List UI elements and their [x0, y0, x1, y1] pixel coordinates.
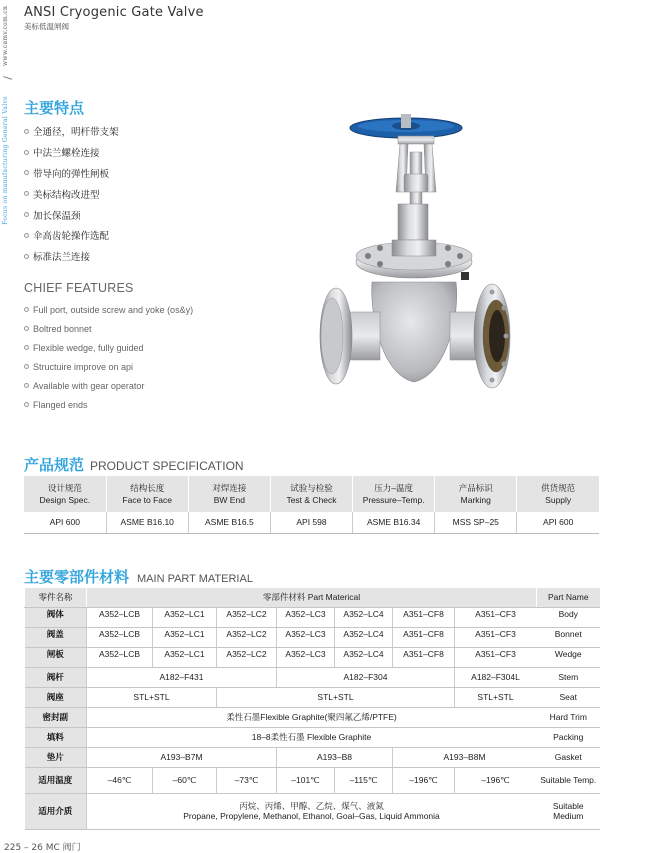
- bullet-icon: [24, 326, 29, 331]
- page-title: ANSI Cryogenic Gate Valve: [24, 5, 204, 20]
- part-name-en-header: Part Name: [537, 588, 600, 607]
- bullet-icon: [24, 233, 29, 238]
- bullet-icon: [24, 212, 29, 217]
- material-cell: A352–LC3: [277, 627, 335, 647]
- footer-text: 225 – 26 MC 阀门: [4, 843, 81, 853]
- temp-cell: –196℃: [393, 767, 455, 793]
- material-cell: A352–LCB: [87, 607, 153, 627]
- spec-header-cell: 试验与检验 Test & Check: [270, 476, 352, 512]
- row-label: 阀座: [25, 687, 87, 707]
- part-name-en: Suitable Medium: [537, 793, 600, 829]
- material-cell: A351–CF8: [393, 607, 455, 627]
- spec-value-cell: MSS SP–25: [435, 512, 517, 533]
- material-header: 零部件材料 Part Materical: [87, 588, 537, 607]
- spec-header-cell: 对焊连接 BW End: [188, 476, 270, 512]
- material-row-stem: [25, 667, 600, 687]
- material-row-packing: [25, 727, 600, 747]
- chief-feature-item: Boltred bonnet: [24, 319, 193, 338]
- temp-cell: –60℃: [153, 767, 217, 793]
- material-cell: A182–F431: [87, 667, 277, 687]
- spec-value-cell: API 600: [24, 512, 106, 533]
- chief-feature-item: Available with gear operator: [24, 376, 193, 395]
- material-cell: A351–CF3: [455, 647, 537, 667]
- part-name-cn-header: 零件名称: [25, 588, 87, 607]
- part-name-en: Stem: [537, 667, 600, 687]
- material-row-hard-trim: [25, 707, 600, 727]
- bullet-icon: [24, 307, 29, 312]
- spec-value-cell: API 598: [270, 512, 352, 533]
- chief-feature-item: Full port, outside screw and yoke (os&y): [24, 300, 193, 319]
- feature-item: 中法兰螺栓连接: [24, 142, 119, 163]
- material-row-gasket: [25, 747, 600, 767]
- row-label: 适用介质: [25, 793, 87, 829]
- bullet-icon: [24, 364, 29, 369]
- chief-feature-item: Flexible wedge, fully guided: [24, 338, 193, 357]
- material-cell: A352–LC2: [217, 627, 277, 647]
- spec-header-cell: 产品标识 Marking: [435, 476, 517, 512]
- row-label: 阀体: [25, 607, 87, 627]
- part-name-en: Gasket: [537, 747, 600, 767]
- medium-cell: 丙烷、丙烯、甲醇、乙烷、煤气、液氮 Propane, Propylene, Methanol, Ethanol, Goal–Gas, Liquid Ammonia: [87, 793, 537, 829]
- material-cell: 18–8柔性石墨 Flexible Graphite: [87, 727, 537, 747]
- material-cell: A351–CF3: [455, 607, 537, 627]
- part-name-en: Seat: [537, 687, 600, 707]
- material-cell: A182–F304L: [455, 667, 537, 687]
- material-title-en: MAIN PART MATERIAL: [137, 573, 253, 585]
- temp-cell: –73℃: [217, 767, 277, 793]
- spec-header-cell: 压力–温度 Pressure–Temp.: [353, 476, 435, 512]
- chief-features-list: [24, 300, 193, 414]
- chief-features-title: CHIEF FEATURES: [24, 281, 134, 295]
- row-label: 垫片: [25, 747, 87, 767]
- gate-valve-image: [310, 112, 520, 412]
- material-cell: A352–LC4: [335, 627, 393, 647]
- material-cell: STL+STL: [87, 687, 217, 707]
- material-row-temp: [25, 767, 600, 793]
- material-cell: A352–LCB: [87, 647, 153, 667]
- part-name-en: Body: [537, 607, 600, 627]
- spec-value-cell: ASME B16.10: [106, 512, 188, 533]
- page-subtitle: 美标低温闸阀: [24, 22, 69, 31]
- page-header: [24, 5, 204, 32]
- material-cell: A352–LCB: [87, 627, 153, 647]
- material-cell: A352–LC1: [153, 647, 217, 667]
- feature-item: 加长保温颈: [24, 204, 119, 225]
- main-features-title: 主要特点: [24, 99, 85, 117]
- feature-item: 美标结构改进型: [24, 183, 119, 204]
- bullet-icon: [24, 170, 29, 175]
- feature-item: 全通径，明杆带支架: [24, 121, 119, 142]
- material-header-row: [25, 588, 600, 607]
- material-cell: A193–B8: [277, 747, 393, 767]
- temp-cell: –46℃: [87, 767, 153, 793]
- part-name-en: Packing: [537, 727, 600, 747]
- material-row-bonnet: [25, 627, 600, 647]
- material-cell: A352–LC4: [335, 647, 393, 667]
- bullet-icon: [24, 254, 29, 259]
- side-slash: /: [3, 76, 14, 80]
- material-cell: A352–LC4: [335, 607, 393, 627]
- bullet-icon: [24, 129, 29, 134]
- side-url: www.camv.com.cn: [2, 5, 9, 66]
- material-cell: A351–CF8: [393, 647, 455, 667]
- spec-value-cell: API 600: [517, 512, 599, 533]
- row-label: 阀盖: [25, 627, 87, 647]
- spec-header-cell: 设计规范 Design Spec.: [24, 476, 106, 512]
- material-cell: A352–LC3: [277, 647, 335, 667]
- material-row-medium: [25, 793, 600, 829]
- temp-cell: –101℃: [277, 767, 335, 793]
- row-label: 闸板: [25, 647, 87, 667]
- chief-feature-item: Flanged ends: [24, 395, 193, 414]
- spec-value-row: [24, 512, 599, 533]
- spec-value-cell: ASME B16.34: [353, 512, 435, 533]
- material-cell: A193–B8M: [393, 747, 537, 767]
- material-cell: STL+STL: [455, 687, 537, 707]
- spec-header-cell: 结构长度 Face to Face: [106, 476, 188, 512]
- chief-feature-item: Structuire improve on api: [24, 357, 193, 376]
- side-slogan: Focus on manufacturing General Valve: [2, 96, 9, 225]
- spec-header-cell: 供货规范 Supply: [517, 476, 599, 512]
- bullet-icon: [24, 191, 29, 196]
- row-label: 适用温度: [25, 767, 87, 793]
- material-row-seat: [25, 687, 600, 707]
- material-cell: A351–CF3: [455, 627, 537, 647]
- bullet-icon: [24, 383, 29, 388]
- material-cell: A352–LC2: [217, 647, 277, 667]
- row-label: 阀杆: [25, 667, 87, 687]
- material-table: [24, 588, 600, 830]
- material-cell: A352–LC2: [217, 607, 277, 627]
- feature-item: 带导向的弹性闸板: [24, 163, 119, 184]
- bullet-icon: [24, 345, 29, 350]
- feature-item: 标准法兰连接: [24, 246, 119, 267]
- product-spec-title-en: PRODUCT SPECIFICATION: [90, 459, 244, 473]
- material-cell: A352–LC1: [153, 627, 217, 647]
- part-name-en: Hard Trim: [537, 707, 600, 727]
- material-cell: A351–CF8: [393, 627, 455, 647]
- bullet-icon: [24, 402, 29, 407]
- product-spec-title-cn: 产品规范: [24, 456, 85, 474]
- material-cell: A352–LC1: [153, 607, 217, 627]
- temp-cell: –115℃: [335, 767, 393, 793]
- material-cell: A352–LC3: [277, 607, 335, 627]
- bullet-icon: [24, 150, 29, 155]
- part-name-en: Wedge: [537, 647, 600, 667]
- material-cell: A182–F304: [277, 667, 455, 687]
- row-label: 填料: [25, 727, 87, 747]
- temp-cell: –196℃: [455, 767, 537, 793]
- part-name-en: Bonnet: [537, 627, 600, 647]
- spec-header-row: [24, 476, 599, 512]
- main-features-list: [24, 121, 119, 267]
- material-row-wedge: [25, 647, 600, 667]
- side-strip: [0, 0, 14, 847]
- footer-strip: [0, 840, 650, 853]
- feature-item: 伞高齿轮操作选配: [24, 225, 119, 246]
- product-spec-heading: [24, 454, 244, 475]
- material-heading: [24, 566, 253, 587]
- material-cell: A193–B7M: [87, 747, 277, 767]
- spec-value-cell: ASME B16.5: [188, 512, 270, 533]
- product-spec-table: [24, 476, 599, 534]
- material-title-cn: 主要零部件材料: [24, 568, 130, 586]
- material-cell: 柔性石墨Flexible Graphite(聚四氟乙烯/PTFE): [87, 707, 537, 727]
- material-cell: STL+STL: [217, 687, 455, 707]
- part-name-en: Suitable Temp.: [537, 767, 600, 793]
- row-label: 密封副: [25, 707, 87, 727]
- material-row-body: [25, 607, 600, 627]
